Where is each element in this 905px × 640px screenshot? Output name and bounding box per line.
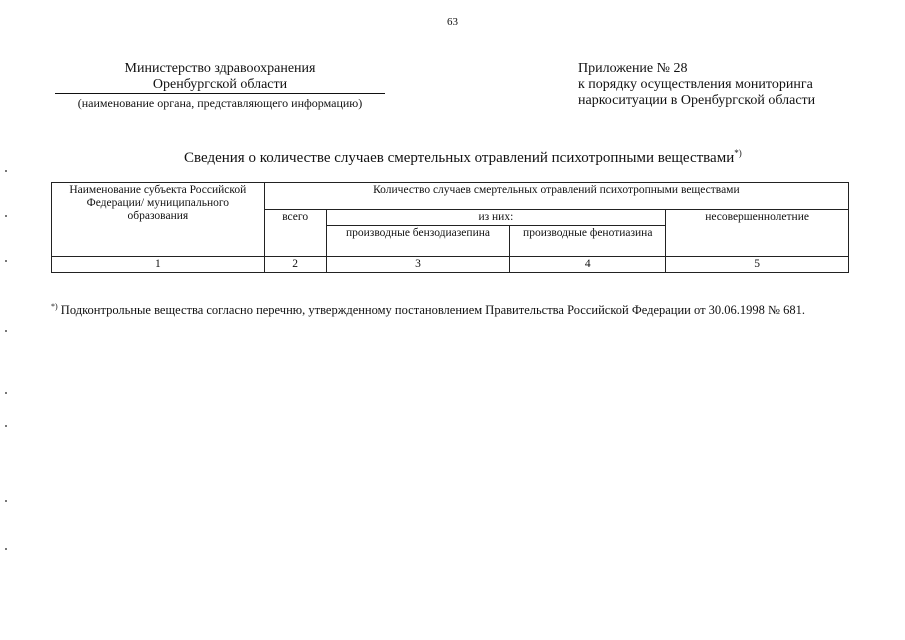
organization-block xyxy=(55,61,385,110)
margin-mark xyxy=(5,330,7,332)
header-of-which: из них: xyxy=(326,210,666,226)
header-benzo: производные бензодиазепина xyxy=(326,226,510,257)
margin-mark xyxy=(5,392,7,394)
footnote xyxy=(51,302,805,318)
col-number-2: 2 xyxy=(264,257,326,273)
appendix-line2: к порядку осуществления мониторинга xyxy=(578,77,813,92)
footnote-mark: *) xyxy=(51,302,58,311)
title-text: Сведения о количестве случаев смертельных отравлений психотропными веществами xyxy=(184,150,735,166)
document-title xyxy=(184,148,742,167)
margin-mark xyxy=(5,260,7,262)
header-cases: Количество случаев смертельных отравлений психотропными веществами xyxy=(264,183,848,210)
header-total: всего xyxy=(264,210,326,257)
footnote-text: Подконтрольные вещества согласно перечню, утвержденному постановлением Правительства Российской Федерации от 30.06.1998 № 681. xyxy=(57,303,805,318)
org-name-line2: Оренбургской области xyxy=(55,77,385,94)
numbering-row xyxy=(52,257,849,273)
header-minors: несовершеннолетние xyxy=(666,210,849,257)
appendix-line3: наркоситуации в Оренбургской области xyxy=(578,93,816,108)
col-number-3: 3 xyxy=(326,257,510,273)
page-number: 63 xyxy=(447,16,458,28)
org-name-line1: Министерство здравоохранения xyxy=(124,61,316,76)
appendix-number: Приложение № 28 xyxy=(578,61,688,76)
header-row-1 xyxy=(52,183,849,210)
header-pheno: производные фенотиазина xyxy=(510,226,666,257)
margin-mark xyxy=(5,170,7,172)
col-number-4: 4 xyxy=(510,257,666,273)
margin-mark xyxy=(5,425,7,427)
header-subject: Наименование субъекта Российской Федерации/ муниципального образования xyxy=(52,183,265,257)
title-footnote-mark: *) xyxy=(734,148,742,158)
col-number-5: 5 xyxy=(666,257,849,273)
col-number-1: 1 xyxy=(52,257,265,273)
margin-mark xyxy=(5,500,7,502)
org-caption: (наименование органа, представляющего информацию) xyxy=(77,96,363,110)
appendix-block xyxy=(578,61,878,109)
margin-mark xyxy=(5,215,7,217)
margin-mark xyxy=(5,548,7,550)
report-table xyxy=(51,182,849,273)
